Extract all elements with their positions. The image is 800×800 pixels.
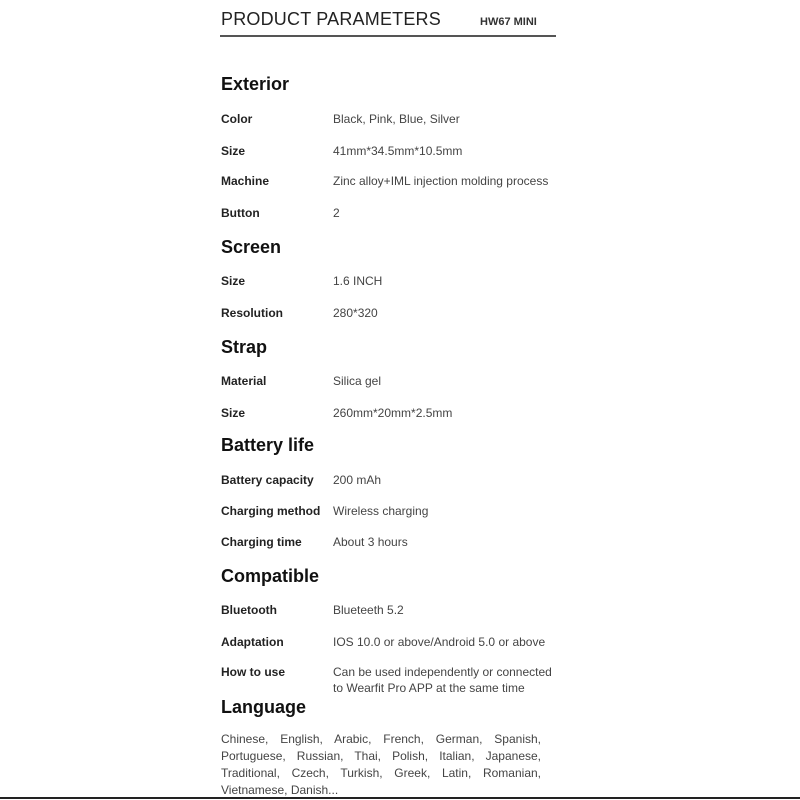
spec-value-screen-size: 1.6 INCH [333, 274, 383, 288]
spec-label-button: Button [221, 206, 260, 220]
spec-value-how-to-use: Can be used independently or connected to Wearfit Pro APP at the same time [333, 665, 552, 695]
spec-value-strap-size: 260mm*20mm*2.5mm [333, 406, 453, 420]
spec-label-screen-size: Size [221, 274, 246, 288]
section-title-compatible: Compatible [221, 566, 320, 586]
page-title: PRODUCT PARAMETERS [221, 9, 441, 29]
language-list: Chinese, English, Arabic, French, German, Spanish, Portuguese, Russian, Thai, Polish, Italian, Japanese, Traditional, Czech, Turkish, Greek, Latin, Romanian, Vietnamese, Danish... [221, 732, 541, 797]
spec-label-size: Size [221, 144, 246, 158]
spec-value-charging-time: About 3 hours [333, 535, 408, 549]
spec-label-adaptation: Adaptation [221, 635, 284, 649]
spec-label-resolution: Resolution [221, 306, 283, 320]
spec-label-strap-size: Size [221, 406, 246, 420]
spec-value-resolution: 280*320 [333, 306, 378, 320]
spec-value-bluetooth: Blueteeth 5.2 [333, 603, 404, 617]
section-title-language: Language [221, 697, 307, 717]
spec-value-material: Silica gel [333, 374, 382, 388]
model-name: HW67 MINI [480, 16, 537, 28]
section-title-battery: Battery life [221, 435, 315, 455]
spec-label-how-to-use: How to use [221, 665, 286, 679]
spec-value-button: 2 [333, 206, 340, 220]
spec-label-machine: Machine [221, 174, 270, 188]
bottom-divider [0, 797, 800, 799]
spec-value-adaptation: IOS 10.0 or above/Android 5.0 or above [333, 635, 546, 649]
spec-value-machine: Zinc alloy+IML injection molding process [333, 174, 549, 188]
header-divider [220, 35, 556, 37]
section-title-strap: Strap [221, 337, 268, 357]
spec-value-charging-method: Wireless charging [333, 504, 429, 518]
spec-label-charging-time: Charging time [221, 535, 302, 549]
spec-label-material: Material [221, 374, 267, 388]
spec-label-bluetooth: Bluetooth [221, 603, 277, 617]
spec-value-battery-capacity: 200 mAh [333, 473, 382, 487]
spec-label-battery-capacity: Battery capacity [221, 473, 314, 487]
spec-value-size: 41mm*34.5mm*10.5mm [333, 144, 463, 158]
section-title-screen: Screen [221, 237, 282, 257]
section-title-exterior: Exterior [221, 74, 290, 94]
spec-value-color: Black, Pink, Blue, Silver [333, 112, 460, 126]
spec-label-charging-method: Charging method [221, 504, 321, 518]
spec-label-color: Color [221, 112, 253, 126]
